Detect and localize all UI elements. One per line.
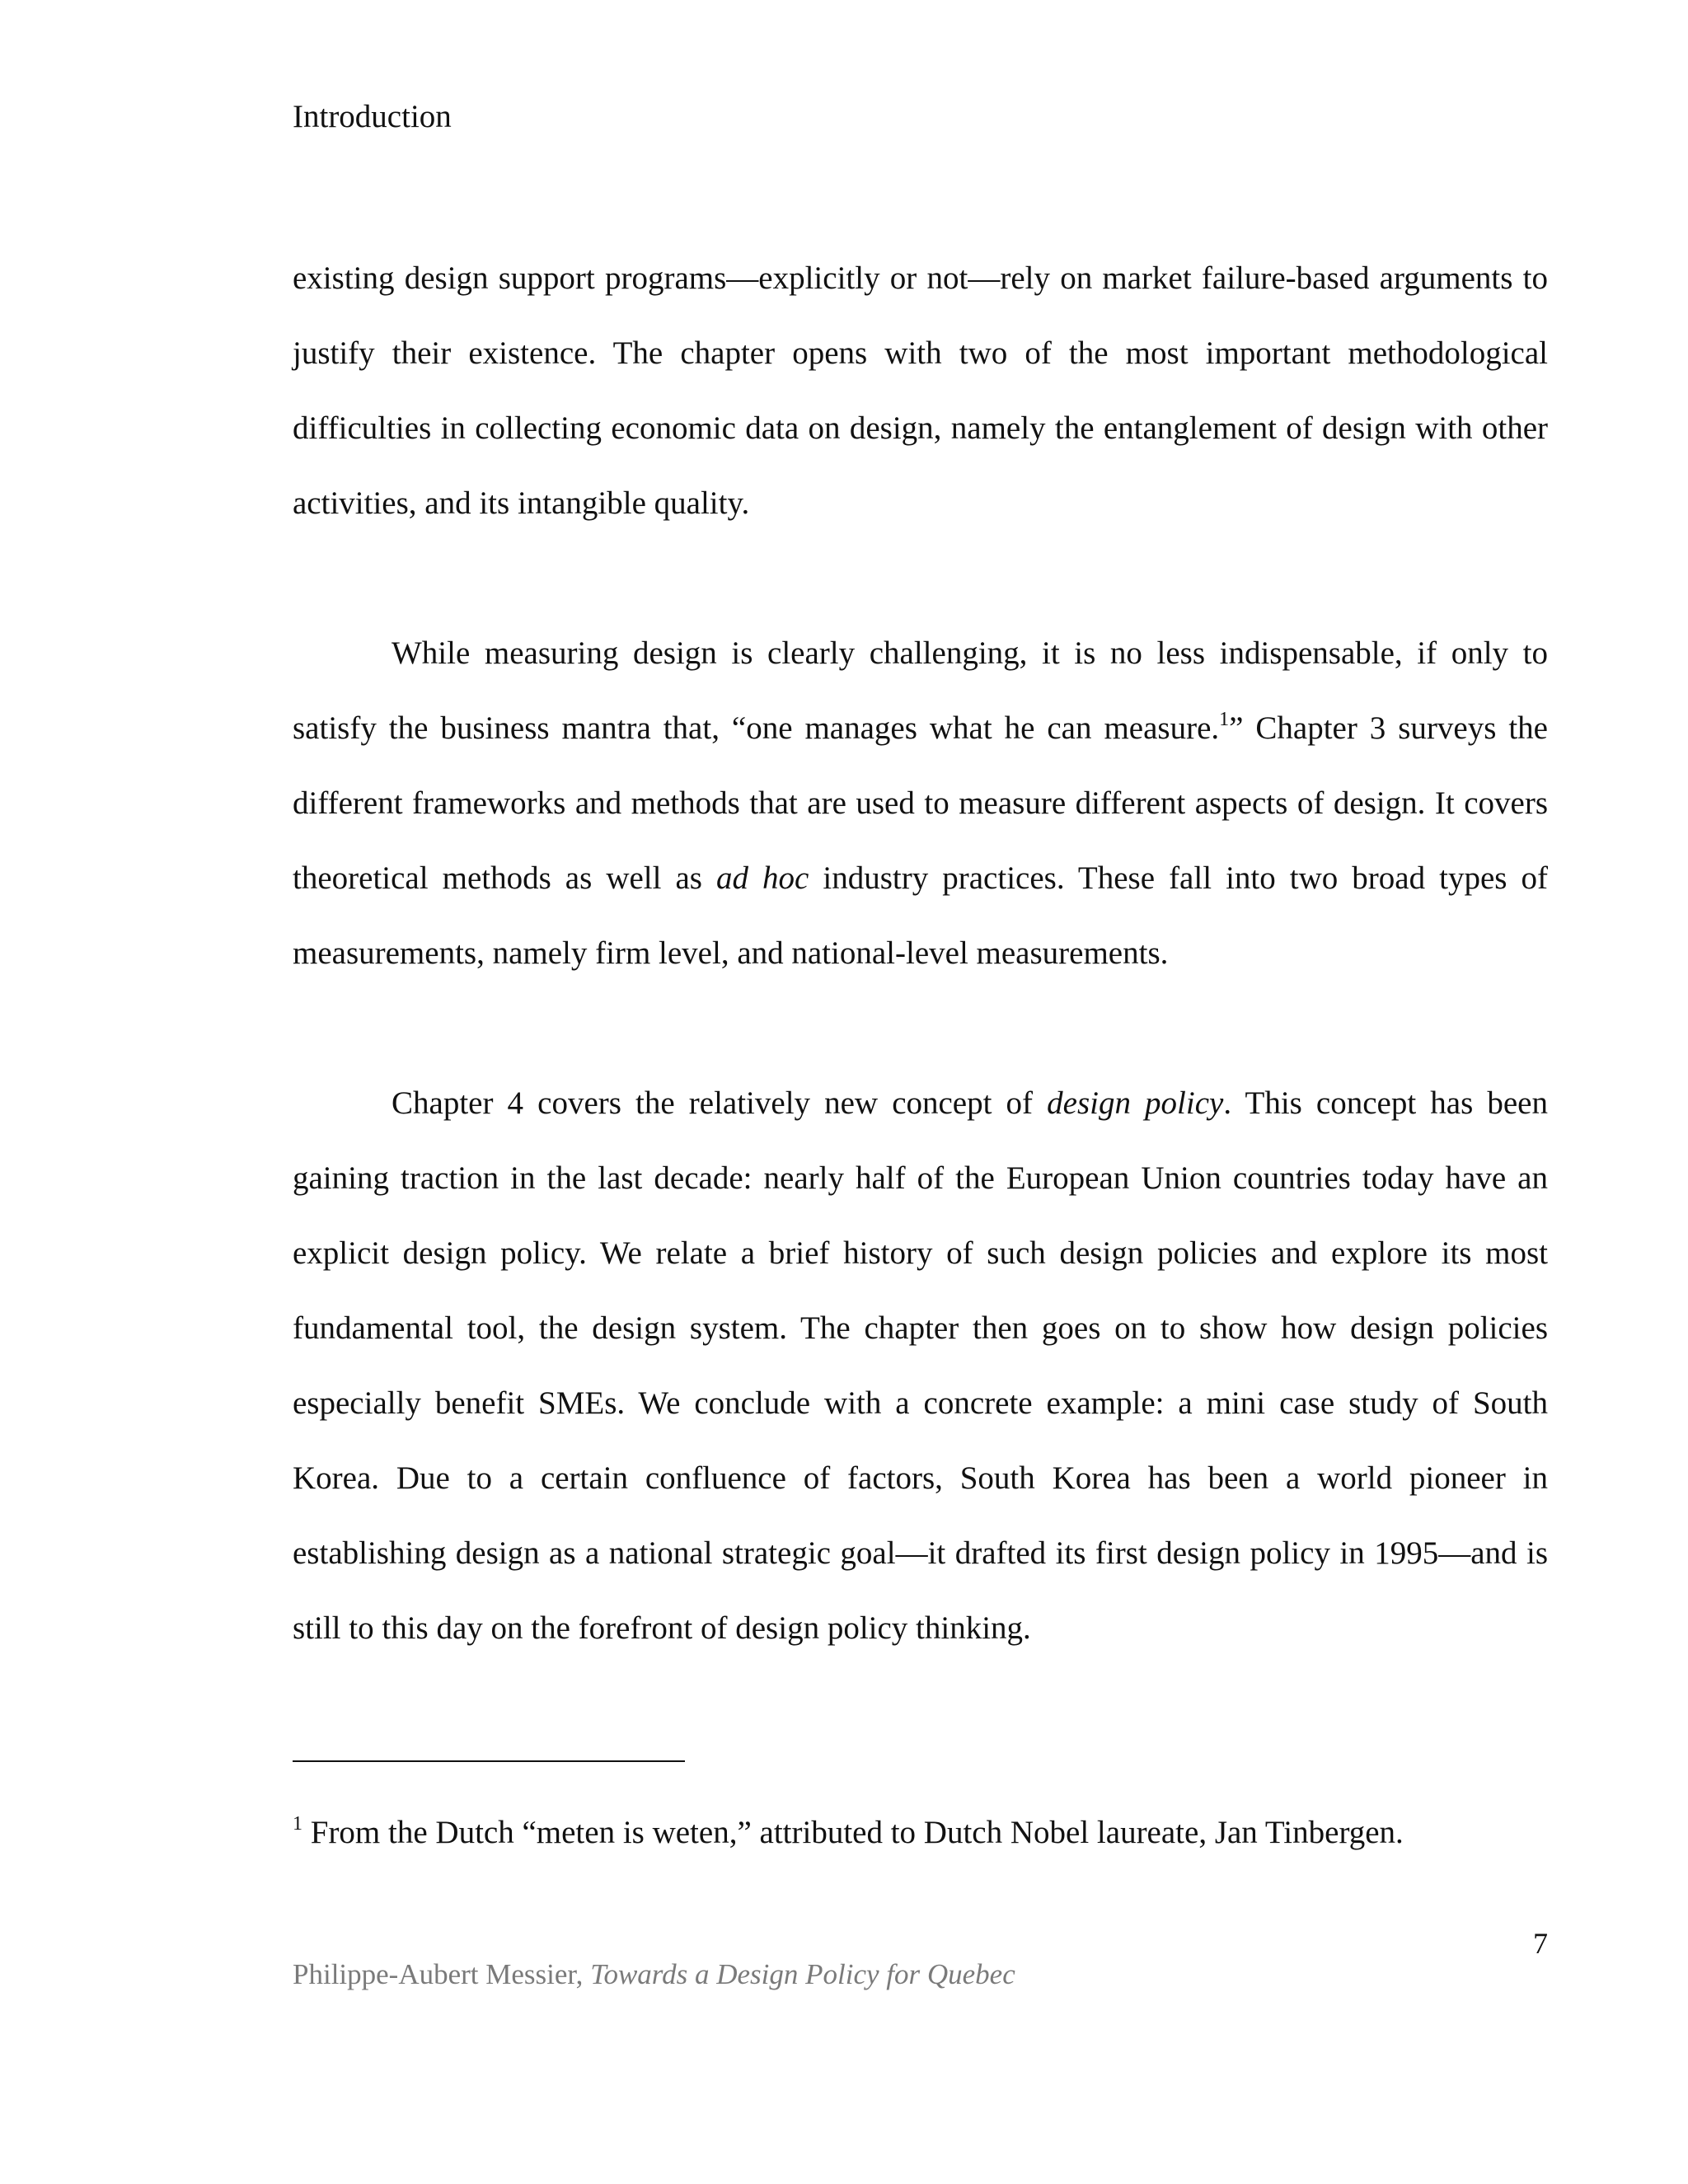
page-footer: [293, 1957, 1015, 1993]
footer-book-title: Towards a Design Policy for Quebec: [590, 1958, 1015, 1990]
body-text: [293, 241, 1548, 1666]
paragraph-1: existing design support programs—explicitly or not—rely on market failure-based arguments to justify their existence. The chapter opens with two of the most important methodological difficulties in collecting economic data on design, namely the entanglement of design with other activities, and its intangible quality.: [293, 260, 1548, 521]
paragraph-3: [293, 1066, 1548, 1666]
footer-author: Philippe-Aubert Messier,: [293, 1958, 591, 1990]
paragraph-2: [293, 616, 1548, 991]
paragraph-2-italic-term: ad hoc: [716, 860, 809, 896]
footnote-1: [293, 1811, 1548, 1855]
footnote-separator: [293, 1760, 685, 1762]
paragraph-2-text-start: While measuring design is clearly challenging, it is no less indispensable, if only to satisfy the business mantra that, “one manages what he can measure.: [293, 635, 1548, 746]
paragraph-2-text-middle: ” Chapter 3 surveys the different frameworks and methods that are used to measure different aspects of design. It covers theoretical methods as well as: [293, 710, 1548, 896]
paragraph-3-italic-term: design policy: [1047, 1085, 1224, 1121]
footnote-reference-1[interactable]: 1: [1219, 709, 1230, 730]
paragraph-2-text-end: industry practices. These fall into two broad types of measurements, namely firm level, and national-level measurements.: [293, 860, 1548, 971]
footnote-number: 1: [293, 1813, 302, 1835]
footnote-text: From the Dutch “meten is weten,” attributed to Dutch Nobel laureate, Jan Tinbergen.: [302, 1815, 1404, 1850]
running-head: Introduction: [293, 99, 452, 134]
paragraph-3-text-start: Chapter 4 covers the relatively new concept of: [392, 1085, 1048, 1121]
page-number: 7: [1533, 1927, 1548, 1960]
paragraph-3-text-end: . This concept has been gaining traction in the last decade: nearly half of the European Union countries today have an explicit design policy. We relate a brief history of such design policies and explore its most fundamental tool, the design system. The chapter then goes on to show how design policies especially benefit SMEs. We conclude with a concrete example: a mini case study of South Korea. Due to a certain confluence of factors, South Korea has been a world pioneer in establishing design as a national strategic goal—it drafted its first design policy in 1995—and is still to this day on the forefront of design policy thinking.: [293, 1085, 1548, 1646]
